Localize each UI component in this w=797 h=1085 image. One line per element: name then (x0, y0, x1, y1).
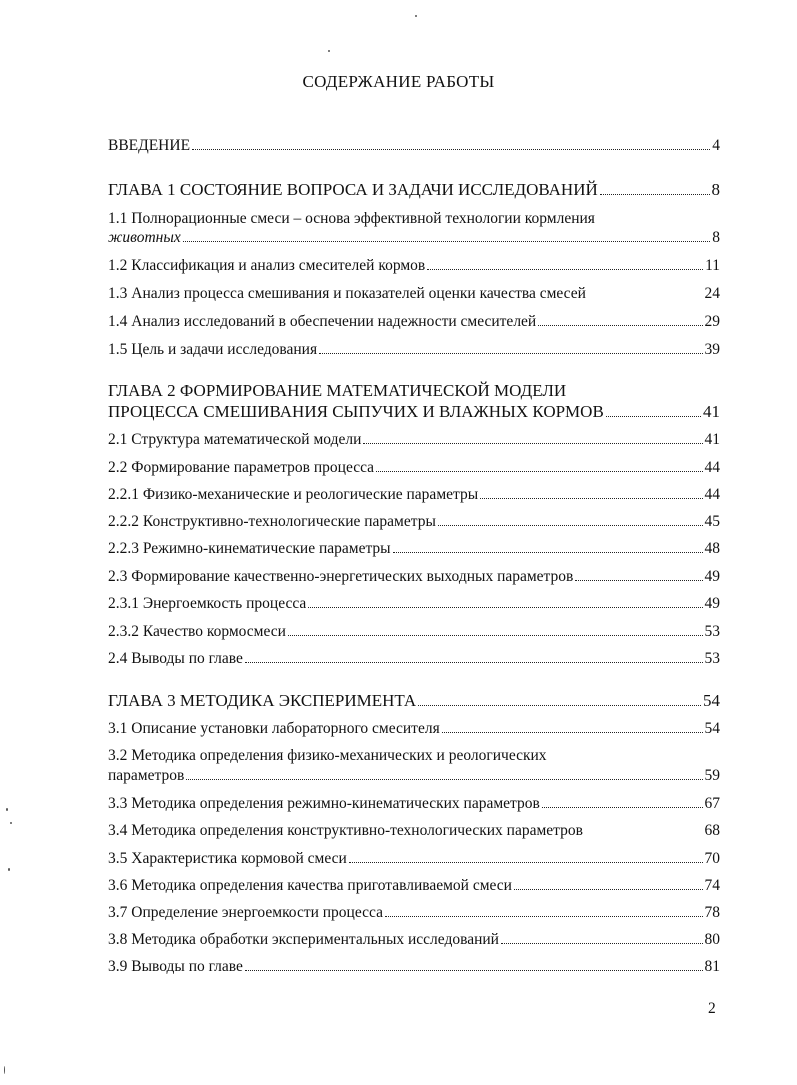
toc-entry-page: 41 (703, 402, 720, 421)
toc-entry-chapter-3[interactable] (108, 691, 720, 711)
scan-speck (10, 822, 12, 824)
toc-entry-introduction[interactable] (108, 137, 720, 155)
dot-leader (606, 404, 701, 417)
toc-entry-label: животных (108, 229, 181, 246)
toc-entry-3-3[interactable] (108, 795, 720, 813)
toc-entry-page: 74 (704, 877, 720, 894)
toc-entry-page: 53 (704, 623, 720, 640)
toc-entry-1-5[interactable] (108, 341, 720, 359)
toc-entry-3-6[interactable] (108, 877, 720, 895)
toc-entry-2-1[interactable] (108, 431, 720, 449)
toc-entry-page: 11 (705, 257, 720, 274)
dot-leader (288, 623, 703, 636)
toc-entry-1-1[interactable] (108, 229, 720, 247)
toc-entry-3-1[interactable] (108, 720, 720, 738)
toc-entry-label: ГЛАВА 3 МЕТОДИКА ЭКСПЕРИМЕНТА (108, 691, 417, 710)
dot-leader (514, 877, 703, 890)
toc-entry-3-8[interactable] (108, 931, 720, 949)
scan-speck (328, 50, 330, 52)
toc-entry-3-9[interactable] (108, 958, 720, 976)
toc-entry-page: 54 (704, 720, 720, 737)
dot-leader (542, 795, 703, 808)
toc-entry-label: 2.2.2 Конструктивно-технологические параметры (108, 513, 436, 530)
dot-leader (585, 823, 703, 835)
dot-leader (186, 767, 702, 780)
dot-leader (308, 595, 702, 608)
dot-leader (480, 486, 702, 499)
page-number: 2 (708, 1000, 716, 1017)
toc-entry-page: 81 (704, 958, 720, 975)
toc-entry-label: 2.3.1 Энергоемкость процесса (108, 595, 307, 612)
dot-leader (418, 693, 701, 706)
toc-entry-label: 3.3 Методика определения режимно-кинематических параметров (108, 795, 540, 812)
toc-entry-page: 70 (704, 850, 720, 867)
toc-entry-label: 2.4 Выводы по главе (108, 650, 243, 667)
toc-entry-label: 3.8 Методика обработки экспериментальных исследований (108, 931, 499, 948)
dot-leader (393, 540, 703, 553)
dot-leader (245, 650, 703, 663)
scan-speck (415, 15, 417, 17)
toc-entry-label: 2.1 Структура математической модели (108, 431, 362, 448)
toc-entry-page: 4 (712, 137, 720, 154)
toc-entry-label: 2.3.2 Качество кормосмеси (108, 623, 286, 640)
toc-entry-page: 45 (704, 513, 720, 530)
toc-entry-label: 1.4 Анализ исследований в обеспечении надежности смесителей (108, 313, 537, 330)
toc-entry-page: 24 (704, 285, 720, 302)
toc-entry-page: 49 (704, 568, 720, 585)
toc-entry-label: ГЛАВА 1 СОСТОЯНИЕ ВОПРОСА И ЗАДАЧИ ИССЛЕДОВАНИЙ (108, 180, 598, 199)
toc-entry-page: 68 (704, 822, 720, 839)
dot-leader (588, 286, 703, 298)
toc-entry-label: 3.9 Выводы по главе (108, 958, 243, 975)
toc-entry-label: 2.2.3 Режимно-кинематические параметры (108, 540, 391, 557)
dot-leader (501, 931, 703, 944)
page-title: СОДЕРЖАНИЕ РАБОТЫ (302, 72, 495, 91)
dot-leader (427, 257, 703, 270)
toc-entry-2-4[interactable] (108, 650, 720, 668)
toc-entry-2-2-3[interactable] (108, 540, 720, 558)
toc-entry-page: 67 (704, 795, 720, 812)
toc-entry-label: 2.2 Формирование параметров процесса (108, 459, 375, 476)
toc-entry-page: 59 (704, 767, 720, 784)
toc-entry-3-5[interactable] (108, 850, 720, 868)
toc-entry-2-3-1[interactable] (108, 595, 720, 613)
toc-entry-2-2-2[interactable] (108, 513, 720, 531)
toc-entry-page: 48 (704, 540, 720, 557)
dot-leader (183, 229, 711, 242)
toc-entry-page: 49 (704, 595, 720, 612)
dot-leader (575, 568, 702, 581)
toc-entry-page: 8 (712, 229, 720, 246)
toc-entry-label: 2.3 Формирование качественно-энергетических выходных параметров (108, 568, 574, 585)
toc-entry-page: 8 (711, 180, 720, 199)
toc-entry-label: 3.6 Методика определения качества приготавливаемой смеси (108, 877, 512, 894)
dot-leader (600, 182, 710, 195)
dot-leader (376, 459, 702, 472)
toc-entry-label: 3.4 Методика определения конструктивно-технологических параметров (108, 822, 583, 839)
dot-leader (442, 720, 703, 733)
scan-speck (8, 868, 10, 871)
toc-entry-3-2[interactable] (108, 767, 720, 785)
toc-entry-2-3[interactable] (108, 568, 720, 586)
toc-entry-page: 80 (704, 931, 720, 948)
toc-entry-chapter-2[interactable] (108, 402, 720, 422)
dot-leader (245, 958, 703, 971)
toc-entry-label: 1.5 Цель и задачи исследования (108, 341, 318, 358)
toc-entry-label: 3.5 Характеристика кормовой смеси (108, 850, 347, 867)
toc-entry-chapter-1[interactable] (108, 180, 720, 200)
toc-entry-3-4[interactable] (108, 822, 720, 840)
toc-entry-page: 41 (704, 431, 720, 448)
toc-entry-label-line1: ГЛАВА 2 ФОРМИРОВАНИЕ МАТЕМАТИЧЕСКОЙ МОДЕЛИ (108, 381, 567, 400)
toc-entry-2-2-1[interactable] (108, 486, 720, 504)
toc-entry-label: ВВЕДЕНИЕ (108, 137, 191, 154)
toc-entry-2-3-2[interactable] (108, 623, 720, 641)
dot-leader (349, 850, 703, 863)
toc-entry-label-line1: 3.2 Методика определения физико-механических и реологических (108, 747, 547, 764)
dot-leader (538, 313, 702, 326)
toc-entry-2-2[interactable] (108, 459, 720, 477)
toc-entry-page: 78 (704, 904, 720, 921)
dot-leader (319, 341, 702, 354)
toc-entry-label: 3.1 Описание установки лабораторного смесителя (108, 720, 440, 737)
toc-entry-1-3[interactable] (108, 285, 720, 303)
toc-entry-page: 54 (703, 691, 720, 710)
dot-leader (363, 431, 702, 444)
scan-speck (6, 808, 8, 811)
toc-entry-label: 1.2 Классификация и анализ смесителей кормов (108, 257, 426, 274)
toc-entry-page: 39 (704, 341, 720, 358)
toc-entry-label: 3.7 Определение энергоемкости процесса (108, 904, 383, 921)
dot-leader (438, 513, 703, 526)
toc-entry-label: 1.3 Анализ процесса смешивания и показателей оценки качества смесей (108, 285, 586, 302)
toc-entry-1-4[interactable] (108, 313, 720, 331)
scan-speck (4, 1066, 5, 1074)
toc-entry-label-line1: 1.1 Полнорационные смеси – основа эффективной технологии кормления (108, 210, 595, 227)
toc-entry-page: 44 (704, 459, 720, 476)
dot-leader (192, 137, 710, 150)
toc-entry-label: параметров (108, 767, 185, 784)
toc-entry-3-7[interactable] (108, 904, 720, 922)
toc-entry-label: 2.2.1 Физико-механические и реологические параметры (108, 486, 479, 503)
dot-leader (385, 904, 703, 917)
toc-entry-1-2[interactable] (108, 257, 720, 275)
toc-entry-page: 44 (704, 486, 720, 503)
toc-entry-page: 29 (704, 313, 720, 330)
toc-entry-label: ПРОЦЕССА СМЕШИВАНИЯ СЫПУЧИХ И ВЛАЖНЫХ КОРМОВ (108, 402, 604, 421)
toc-entry-page: 53 (704, 650, 720, 667)
